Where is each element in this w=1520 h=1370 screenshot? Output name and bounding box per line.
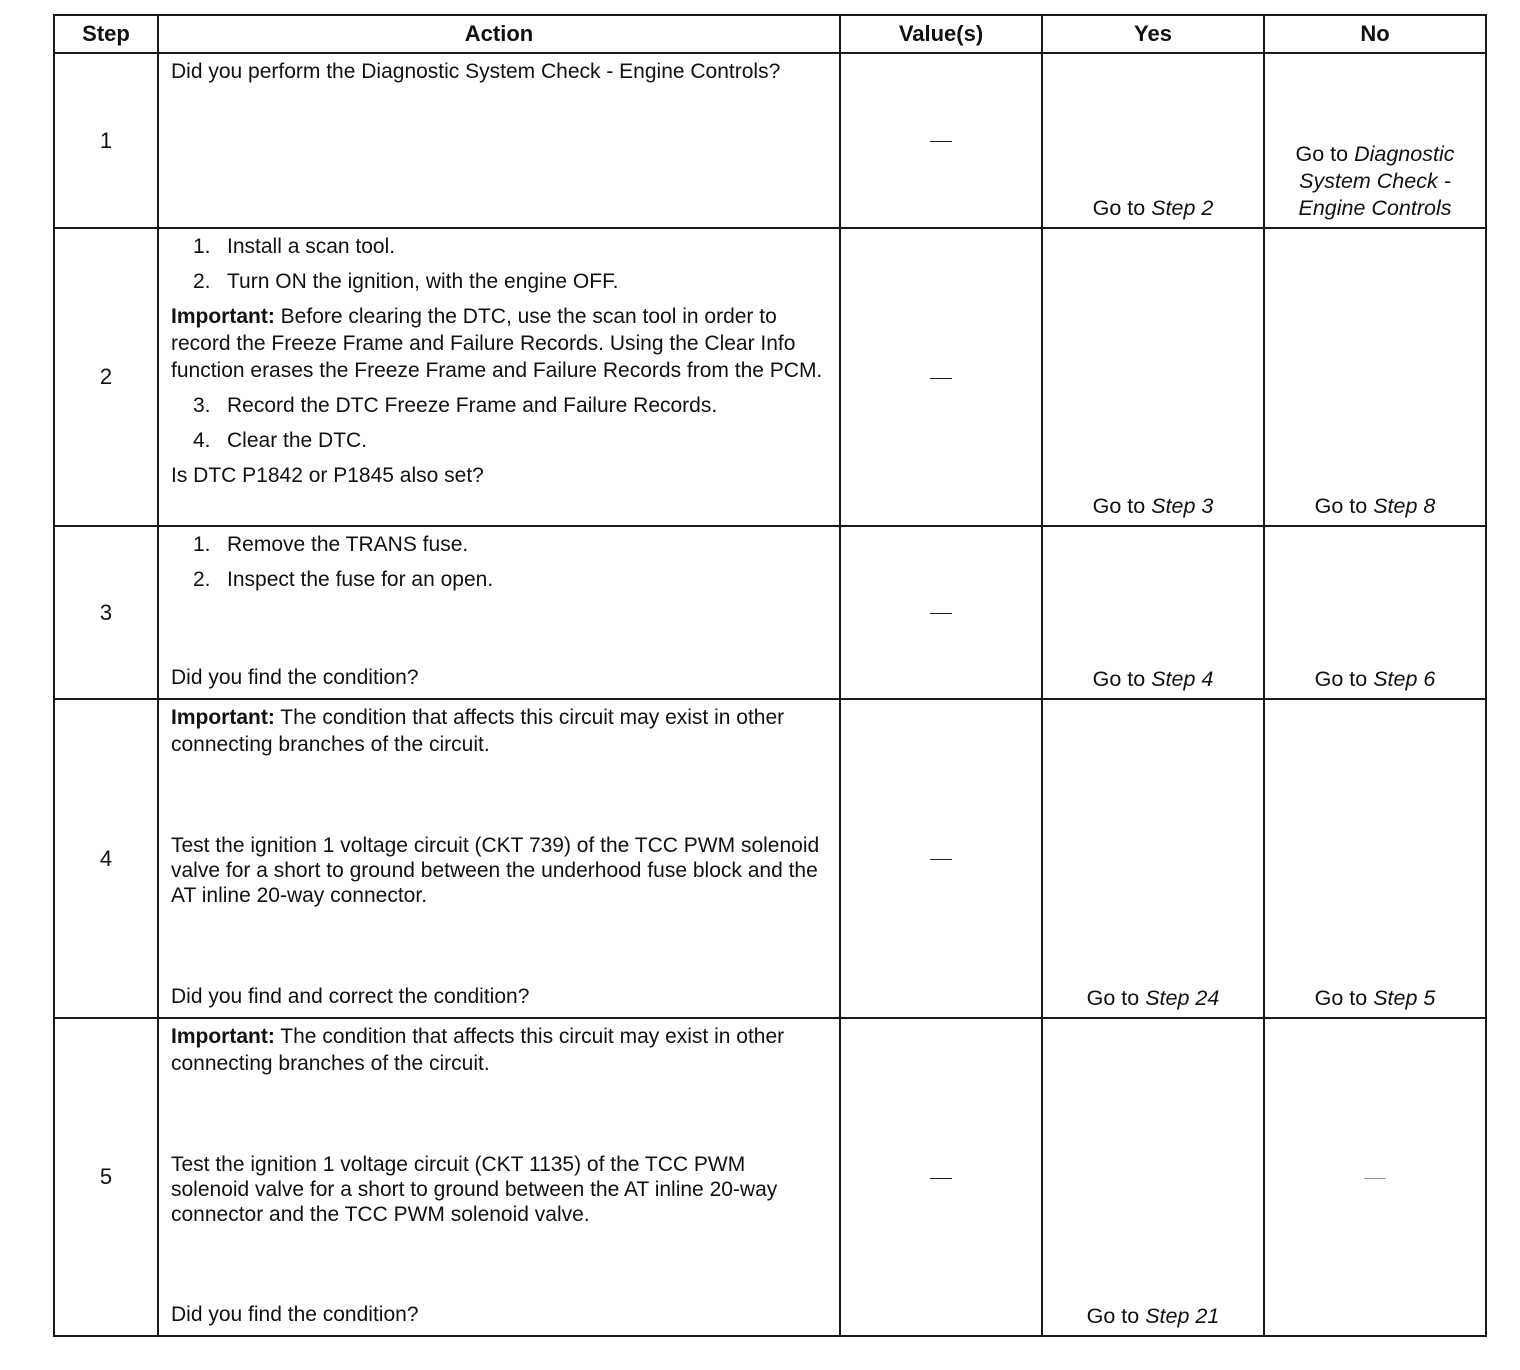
no-cell xyxy=(1264,53,1486,228)
table-row xyxy=(54,1018,1486,1336)
value-cell xyxy=(840,526,1042,699)
table-row xyxy=(54,53,1486,228)
value-cell xyxy=(840,53,1042,228)
yes-prefix: Go to xyxy=(1086,1304,1140,1328)
yes-prefix: Go to xyxy=(1092,667,1146,691)
action-cell xyxy=(158,53,840,228)
important-note: Important: Before clearing the DTC, use the scan tool in order to record the Freeze Frame and Failure Records. Using the Clear Info function erases the Freeze Frame and Failure Records from the PCM. xyxy=(171,305,823,382)
yes-prefix: Go to xyxy=(1092,196,1146,220)
action-item: 2. Turn ON the ignition, with the engine OFF. xyxy=(193,270,619,293)
action-question: Did you find the condition? xyxy=(171,1303,419,1326)
table-row xyxy=(54,526,1486,699)
important-note: Important: The condition that affects this circuit may exist in other connecting branches of the circuit. xyxy=(171,1025,785,1075)
action-question: Did you find the condition? xyxy=(171,666,419,689)
action-question: Did you find and correct the condition? xyxy=(171,985,530,1008)
yes-cell xyxy=(1042,699,1264,1018)
header-values: Value(s) xyxy=(840,15,1042,53)
yes-link[interactable]: Step 3 xyxy=(1151,494,1214,518)
step-number: 3 xyxy=(54,526,158,699)
no-prefix: Go to xyxy=(1295,142,1349,166)
header-no: No xyxy=(1264,15,1486,53)
no-link[interactable]: Diagnostic System Check - Engine Controls xyxy=(1298,142,1455,220)
dash-mark xyxy=(1364,1178,1386,1179)
action-cell xyxy=(158,699,840,1018)
step-number: 4 xyxy=(54,699,158,1018)
action-item: 1. Remove the TRANS fuse. xyxy=(193,533,469,556)
yes-cell xyxy=(1042,1018,1264,1336)
yes-link[interactable]: Step 21 xyxy=(1145,1304,1220,1328)
yes-cell xyxy=(1042,228,1264,526)
test-instruction: Test the ignition 1 voltage circuit (CKT 739) of the TCC PWM solenoid valve for a short to ground between the underhood fuse block and the AT inline 20-way connector. xyxy=(171,834,820,907)
no-cell xyxy=(1264,1018,1486,1336)
no-link[interactable]: Step 6 xyxy=(1373,667,1436,691)
no-prefix: Go to xyxy=(1314,667,1368,691)
yes-cell xyxy=(1042,53,1264,228)
no-link[interactable]: Step 8 xyxy=(1373,494,1436,518)
dash-mark xyxy=(930,859,952,860)
no-cell xyxy=(1264,228,1486,526)
dash-mark xyxy=(930,1178,952,1179)
yes-link[interactable]: Step 24 xyxy=(1145,986,1220,1010)
action-cell xyxy=(158,228,840,526)
header-yes: Yes xyxy=(1042,15,1264,53)
dash-mark xyxy=(930,378,952,379)
yes-prefix: Go to xyxy=(1086,986,1140,1010)
action-item: 4. Clear the DTC. xyxy=(193,429,368,452)
header-action: Action xyxy=(158,15,840,53)
value-cell xyxy=(840,699,1042,1018)
no-prefix: Go to xyxy=(1314,494,1368,518)
table-row xyxy=(54,228,1486,526)
action-question: Did you perform the Diagnostic System Check - Engine Controls? xyxy=(171,60,781,83)
diagnostic-table xyxy=(53,14,1487,1337)
test-instruction: Test the ignition 1 voltage circuit (CKT 1135) of the TCC PWM solenoid valve for a short to ground between the AT inline 20-way connector and the TCC PWM solenoid valve. xyxy=(171,1152,778,1226)
header-step: Step xyxy=(54,15,158,53)
action-cell xyxy=(158,1018,840,1336)
step-number: 2 xyxy=(54,228,158,526)
yes-cell xyxy=(1042,526,1264,699)
no-cell xyxy=(1264,699,1486,1018)
important-note: Important: The condition that affects this circuit may exist in other connecting branches of the circuit. xyxy=(171,706,785,756)
yes-link[interactable]: Step 4 xyxy=(1151,667,1214,691)
no-prefix: Go to xyxy=(1314,986,1368,1010)
action-question: Is DTC P1842 or P1845 also set? xyxy=(171,464,484,487)
step-number: 1 xyxy=(54,53,158,228)
action-cell xyxy=(158,526,840,699)
header-row xyxy=(54,15,1486,53)
no-link[interactable]: Step 5 xyxy=(1373,986,1436,1010)
yes-link[interactable]: Step 2 xyxy=(1151,196,1214,220)
yes-prefix: Go to xyxy=(1092,494,1146,518)
no-cell xyxy=(1264,526,1486,699)
action-item: 3. Record the DTC Freeze Frame and Failure Records. xyxy=(193,394,718,417)
value-cell xyxy=(840,228,1042,526)
table-row xyxy=(54,699,1486,1018)
value-cell xyxy=(840,1018,1042,1336)
step-number: 5 xyxy=(54,1018,158,1336)
dash-mark xyxy=(930,141,952,142)
action-item: 2. Inspect the fuse for an open. xyxy=(193,568,494,591)
action-item: 1. Install a scan tool. xyxy=(193,235,396,258)
dash-mark xyxy=(930,613,952,614)
